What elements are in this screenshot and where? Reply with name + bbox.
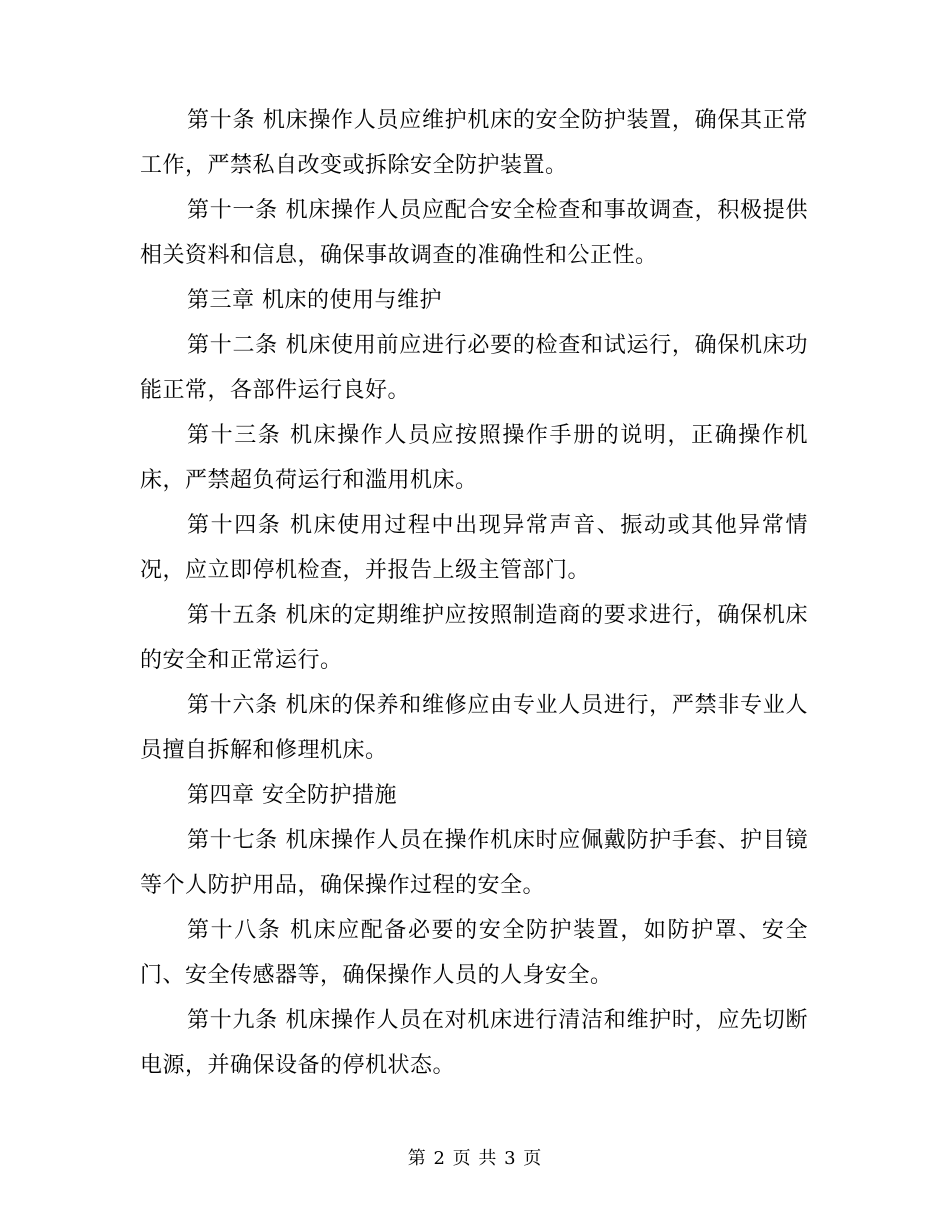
paragraph-article-11: 第十一条 机床操作人员应配合安全检查和事故调查，积极提供相关资料和信息，确保事故调查的准确性和公正性。 [140,198,808,268]
chapter-heading-3: 第三章 机床的使用与维护 [187,288,442,313]
paragraph-article-14: 第十四条 机床使用过程中出现异常声音、振动或其他异常情况，应立即停机检查，并报告上级主管部门。 [140,513,808,583]
paragraph-article-16: 第十六条 机床的保养和维修应由专业人员进行，严禁非专业人员擅自拆解和修理机床。 [140,693,808,763]
paragraph-article-19: 第十九条 机床操作人员在对机床进行清洁和维护时，应先切断电源，并确保设备的停机状态。 [140,1008,808,1078]
paragraph-article-10: 第十条 机床操作人员应维护机床的安全防护装置，确保其正常工作，严禁私自改变或拆除安全防护装置。 [140,108,808,178]
document-body [140,98,808,1088]
chapter-heading-4: 第四章 安全防护措施 [187,783,397,808]
paragraph-article-15: 第十五条 机床的定期维护应按照制造商的要求进行，确保机床的安全和正常运行。 [140,603,808,673]
page-number-footer: 第 2 页 共 3 页 [407,1148,543,1169]
paragraph-article-13: 第十三条 机床操作人员应按照操作手册的说明，正确操作机床，严禁超负荷运行和滥用机床。 [140,423,808,493]
paragraph-article-18: 第十八条 机床应配备必要的安全防护装置，如防护罩、安全门、安全传感器等，确保操作人员的人身安全。 [140,918,808,988]
paragraph-article-17: 第十七条 机床操作人员在操作机床时应佩戴防护手套、护目镜等个人防护用品，确保操作过程的安全。 [140,828,808,898]
paragraph-article-12: 第十二条 机床使用前应进行必要的检查和试运行，确保机床功能正常，各部件运行良好。 [140,333,808,403]
